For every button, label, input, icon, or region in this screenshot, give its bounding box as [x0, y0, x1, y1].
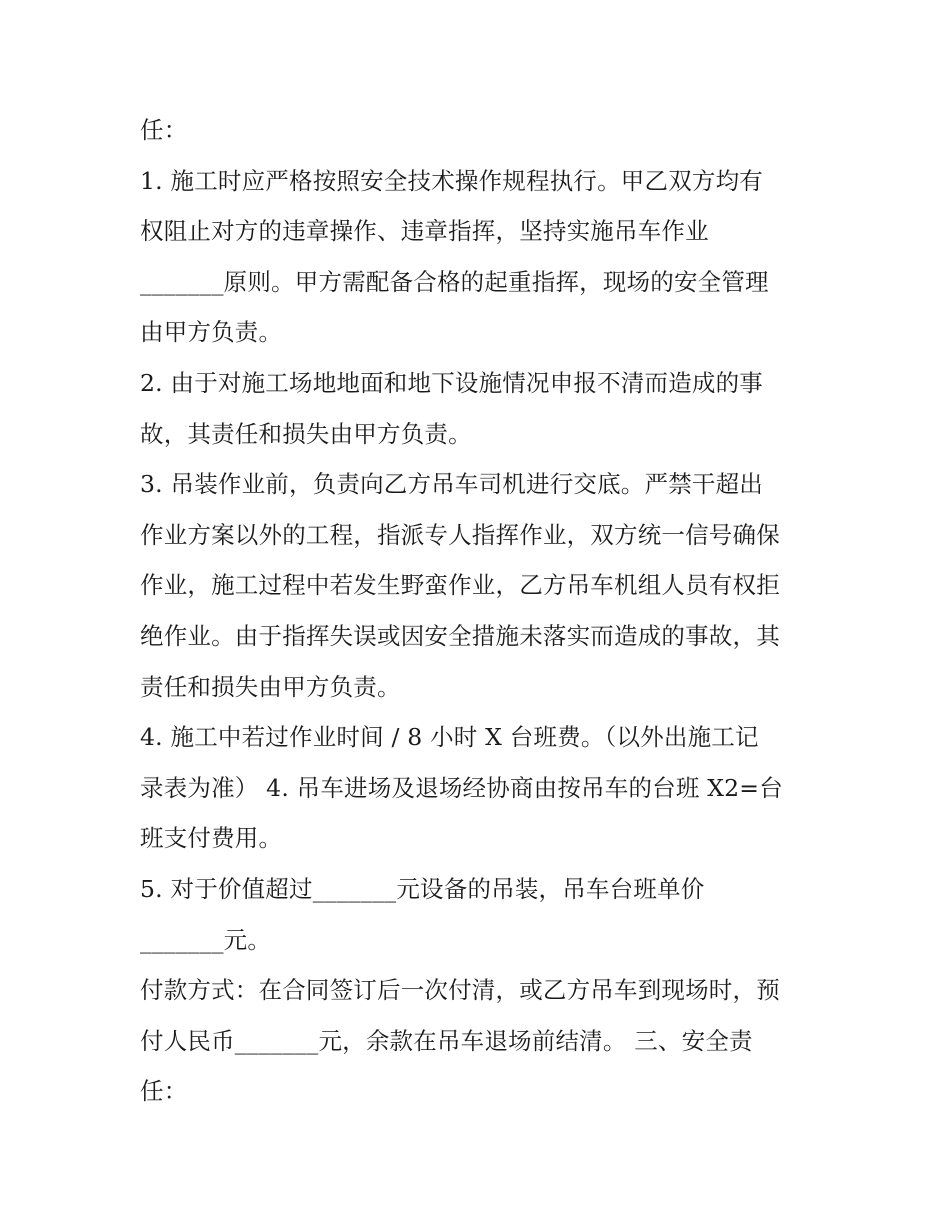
- text-line: 作业方案以外的工程，指派专人指挥作业，双方统一信号确保: [140, 521, 780, 549]
- text-line: 3. 吊装作业前，负责向乙方吊车司机进行交底。严禁干超出: [140, 470, 763, 498]
- text-line: _______元。: [140, 926, 272, 954]
- text-line: 2. 由于对施工场地地面和地下设施情况申报不清而造成的事: [140, 369, 763, 397]
- text-line: 权阻止对方的违章操作、违章指挥，坚持实施吊车作业: [140, 217, 709, 245]
- text-line: 由甲方负责。: [140, 318, 283, 346]
- text-line: 绝作业。由于指挥失误或因安全措施未落实而造成的事故，其: [140, 622, 780, 650]
- text-line: _______原则。甲方需配备合格的起重指挥，现场的安全管理: [140, 268, 769, 296]
- text-line: 责任和损失由甲方负责。: [140, 673, 401, 701]
- text-line: 任：: [140, 116, 188, 144]
- text-line: 付人民币_______元，余款在吊车退场前结清。 三、安全责: [140, 1027, 753, 1055]
- text-line: 任：: [140, 1077, 188, 1105]
- text-line: 作业，施工过程中若发生野蛮作业，乙方吊车机组人员有权拒: [140, 571, 780, 599]
- text-line: 录表为准） 4. 吊车进场及退场经协商由按吊车的台班 X2=台: [140, 774, 783, 802]
- text-line: 4. 施工中若过作业时间 / 8 小时 X 台班费。（以外出施工记: [140, 723, 759, 751]
- text-line: 1. 施工时应严格按照安全技术操作规程执行。甲乙双方均有: [140, 167, 763, 195]
- text-line: 班支付费用。: [140, 824, 283, 852]
- text-line: 付款方式：在合同签订后一次付清，或乙方吊车到现场时，预: [140, 976, 780, 1004]
- text-line: 故，其责任和损失由甲方负责。: [140, 420, 472, 448]
- text-line: 5. 对于价值超过_______元设备的吊装，吊车台班单价: [140, 875, 705, 903]
